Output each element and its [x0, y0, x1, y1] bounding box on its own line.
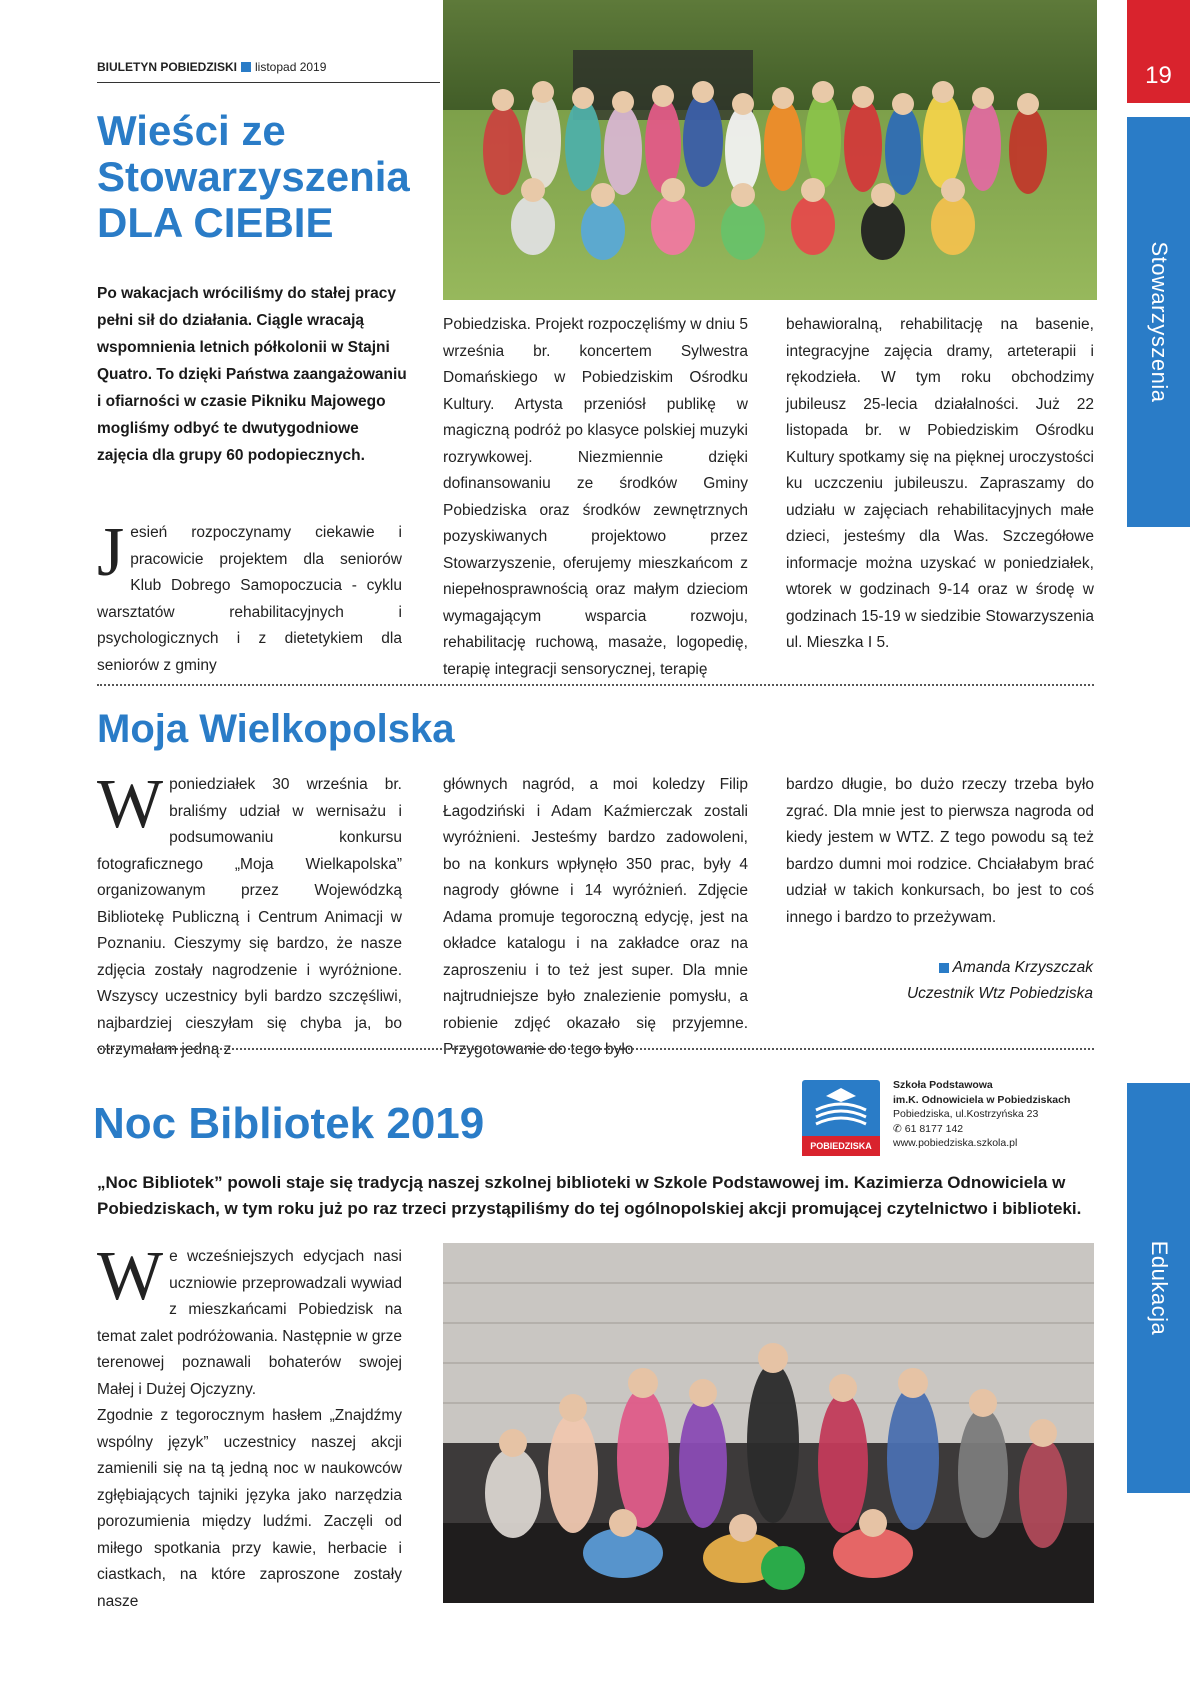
book-icon — [802, 1080, 880, 1136]
header-rule — [97, 82, 440, 83]
article1-column-1 — [97, 514, 402, 679]
side-tab-label: Edukacja — [1146, 1240, 1172, 1336]
publication-name: BIULETYN POBIEDZISKI — [97, 60, 238, 74]
title-line: Wieści ze — [97, 107, 286, 154]
school-patron: im.K. Odnowiciela w Pobiedziskach — [893, 1093, 1071, 1106]
side-tab-stowarzyszenia — [1127, 117, 1190, 527]
publication-header — [97, 60, 326, 74]
side-tab-edukacja — [1127, 1083, 1190, 1493]
library-night-photo — [443, 1243, 1094, 1603]
article3-col1-p1: e wcześniejszych edycjach nasi uczniowie przeprowadzali wywiad z mieszkańcami Pobiedzisk na temat zalet podróżowania. Następnie w grze terenowej poznawali bohaterów swojej Małej i Dużej Ojczyzny. — [97, 1248, 402, 1398]
article2-col1-text: poniedziałek 30 września br. braliśmy udział w wernisażu i podsumowaniu konkursu fotograficznego „Moja Wielkapolska” organizowanym przez Wojewódzką Bibliotekę Publiczną i Centrum Animacji w Poznaniu. Cieszymy się bardzo, że nasze zdjęcia zostały nagrodzenie i wyróżnione. Wszyscy uczestnicy byli bardzo szczęśliwi, najbardziej cieszyłam się chyba ja, bo otrzymałam jedną z — [97, 776, 402, 1058]
school-phone: 61 8177 142 — [904, 1122, 964, 1135]
article2-column-1 — [97, 766, 402, 1064]
group-photo-image — [443, 0, 1097, 300]
school-address: Pobiedziska, ul.Kostrzyńska 23 — [893, 1108, 1039, 1120]
square-icon — [939, 963, 949, 973]
school-name: Szkoła Podstawowa — [893, 1079, 993, 1091]
dropcap: J — [97, 514, 125, 591]
section-divider — [97, 684, 1094, 686]
article1-title — [97, 108, 427, 247]
article2-column-3: bardzo długie, bo dużo rzeczy trzeba było zgrać. Dla mnie jest to pierwsza nagroda od kiedy jestem w WTZ. Z tego powodu są też bardzo dumni moi rodzice. Chciałabym brać udział w takich konkursach, bo jest to coś innego i bardzo to przeżywam. — [786, 776, 1094, 926]
article1-col1-text: esień rozpoczynamy ciekawie i pracowicie projektem dla seniorów Klub Dobrego Samopoczucia - cyklu warsztatów rehabilitacyjnych i psychologicznych i z dietetykiem dla seniorów z gminy — [97, 524, 402, 674]
group-photo — [443, 0, 1097, 300]
article1-column-3: behawioralną, rehabilitację na basenie, integracyjne zajęcia dramy, arteterapii i rękodzieła. W tym roku obchodzimy jubileusz 25-lecia działalności. Już 22 listopada br. w Pobiedziskim Ośrodku Kultury spotkamy się na pięknej uroczystości ku uczczeniu jubileuszu. Zapraszamy do udziału w zajęciach rehabilitacyjnych małe dzieci, jesteśmy dla Was. Szczegółowe informacje można uzyskać w poniedziałek, wtorek w godzinach 9-14 oraz w środę w godzinach 15-19 w siedzibie Stowarzyszenia ul. Mieszka I 5. — [786, 316, 1094, 651]
author-role: Uczestnik Wtz Pobiedziska — [906, 985, 1093, 1002]
school-website: www.pobiedziska.szkola.pl — [893, 1137, 1018, 1149]
page-number-tab — [1127, 0, 1190, 103]
title-line: Stowarzyszenia — [97, 153, 410, 201]
page-number: 19 — [1145, 62, 1172, 89]
article3-lead: „Noc Bibliotek” powoli staje się tradycją naszej szkolnej biblioteki w Szkole Podstawowej im. Kazimierza Odnowiciela w Pobiedziskach, w tym roku już po raz trzeci przystąpiliśmy do tej ogólnopolskiej akcji promującej czytelnictwo i biblioteki. — [97, 1173, 1082, 1218]
dropcap: W — [97, 766, 164, 843]
square-icon — [241, 62, 251, 72]
library-night-image — [443, 1243, 1094, 1603]
article3-title: Noc Bibliotek 2019 — [93, 1099, 485, 1148]
school-info — [893, 1078, 1070, 1151]
title-line: DLA CIEBIE — [97, 199, 334, 247]
issue-date: listopad 2019 — [255, 60, 327, 74]
side-tab-label: Stowarzyszenia — [1146, 241, 1172, 403]
author-name: Amanda Krzyszczak — [952, 959, 1093, 976]
article1-column-2: Pobiedziska. Projekt rozpoczęliśmy w dniu 5 września br. koncertem Sylwestra Domańskiego w Pobiedziskim Ośrodku Kultury. Artysta przeniósł publikę w magiczną podróż po klasyce polskiej muzyki rozrywkowej. Niezmiennie dzięki dofinansowaniu ze środków Gminy Pobiedziska oraz środków zewnętrznych pozyskiwanych projektowo przez Stowarzyszenie, oferujemy mieszkańcom z niepełnosprawnością oraz małym dzieciom wymagającym wsparcia rozwoju, rehabilitację ruchową, masaże, logopedię, terapię integracji sensorycznej, terapię — [443, 316, 748, 678]
phone-icon: ✆ — [893, 1122, 902, 1135]
article3-col1-p2: Zgodnie z tegorocznym hasłem „Znajdźmy wspólny język” uczestnicy naszej akcji zamienili się na tą jedną noc w naukowców zgłębiających tajniki języka jako narzędzia porozumienia między ludźmi. Zaczęli od miłego spotkania przy kawie, herbacie i ciastkach, na które zaproszone zostały nasze — [97, 1407, 402, 1610]
school-logo-label: POBIEDZISKA — [802, 1136, 880, 1156]
article2-signature — [790, 955, 1093, 1007]
article2-title: Moja Wielkopolska — [97, 707, 455, 751]
dropcap: W — [97, 1238, 164, 1315]
article3-column-1 — [97, 1238, 402, 1615]
school-logo — [802, 1080, 880, 1156]
article2-column-2: głównych nagród, a moi koledzy Filip Łagodziński i Adam Kaźmierczak zostali wyróżnieni. Jesteśmy bardzo zadowoleni, bo na konkurs wpłynęło 350 prac, były 4 nagrody główne i 14 wyróżnień. Zdjęcie Adama promuje tegoroczną edycję, jest na okładce katalogu i na zakładce oraz na zaproszeniu i to też jest super. Dla mnie najtrudniejsze było znalezienie pomysłu, a robienie zdjęć okazało się przyjemne. Przygotowanie do tego było — [443, 776, 748, 1058]
article1-lead: Po wakacjach wróciliśmy do stałej pracy pełni sił do działania. Ciągle wracają wspomnienia letnich półkolonii w Stajni Quatro. To dzięki Państwa zaangażowaniu i ofiarności w czasie Pikniku Majowego mogliśmy odbyć te dwutygodniowe zajęcia dla grupy 60 podopiecznych. — [97, 285, 407, 464]
section-divider — [97, 1048, 1094, 1050]
